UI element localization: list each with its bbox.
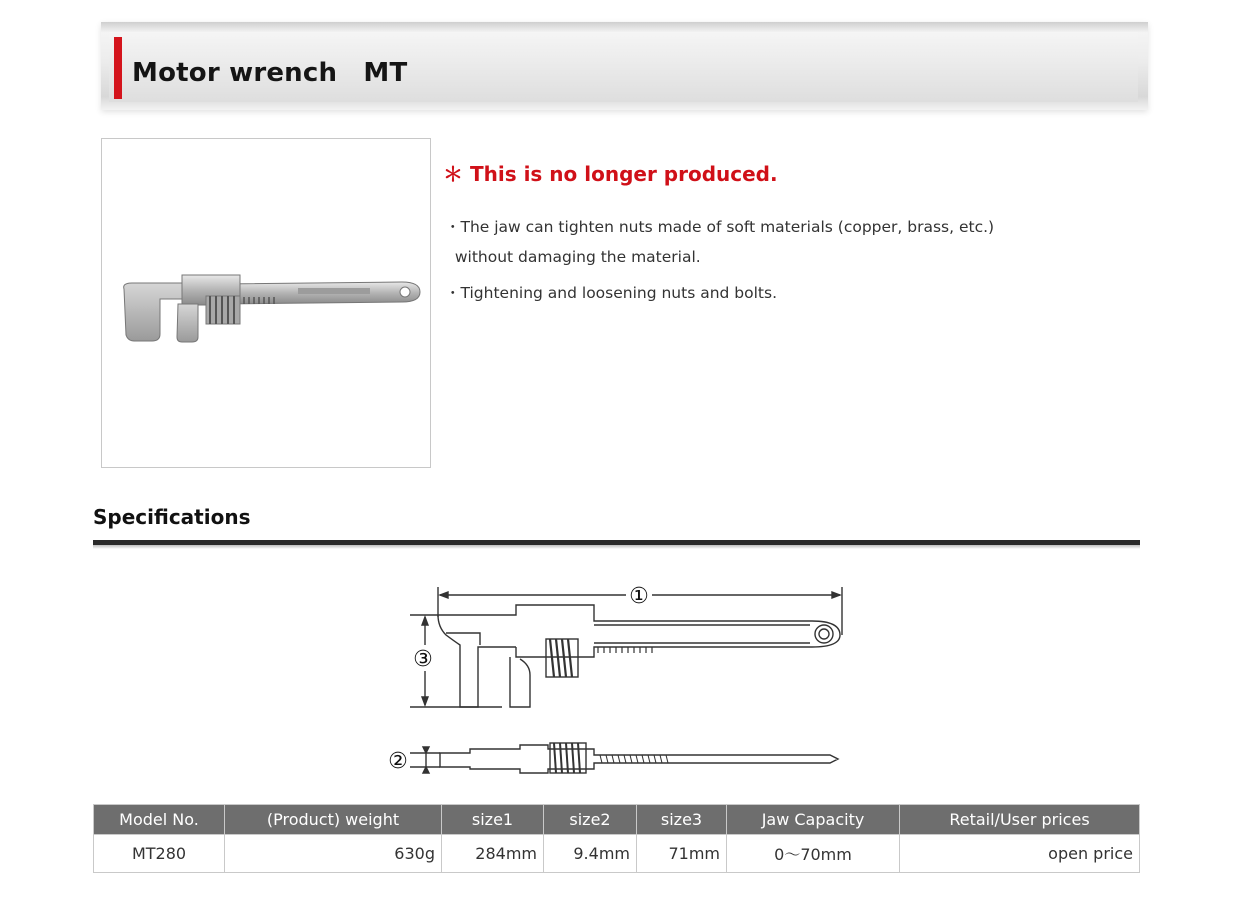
cell-size3: 71mm — [637, 835, 727, 873]
specifications-divider-shadow — [93, 545, 1140, 549]
cell-size1: 284mm — [442, 835, 544, 873]
product-photo — [101, 138, 431, 468]
column-header-price: Retail/User prices — [900, 805, 1140, 835]
description-line: ・Tightening and loosening nuts and bolts. — [445, 284, 778, 302]
title-accent-bar — [114, 37, 122, 99]
dimension-label-1: ① — [629, 584, 649, 609]
column-header-size3: size3 — [637, 805, 727, 835]
table-row — [94, 835, 1140, 873]
column-header-weight: (Product) weight — [225, 805, 442, 835]
table-header-row — [94, 805, 1140, 835]
dimension-diagram — [380, 575, 860, 780]
cell-jaw-capacity: 0〜70mm — [727, 835, 900, 873]
cell-weight: 630g — [225, 835, 442, 873]
column-header-jaw-capacity: Jaw Capacity — [727, 805, 900, 835]
description-line: without damaging the material. — [445, 248, 701, 266]
dimension-label-3: ③ — [413, 647, 433, 672]
dimension-label-2: ② — [388, 749, 408, 774]
discontinued-notice: ＊ This is no longer produced. — [443, 162, 778, 186]
cell-model: MT280 — [94, 835, 225, 873]
specifications-table — [93, 804, 1140, 873]
description-line: ・The jaw can tighten nuts made of soft materials (copper, brass, etc.) — [445, 218, 995, 236]
column-header-size1: size1 — [442, 805, 544, 835]
column-header-size2: size2 — [544, 805, 637, 835]
specifications-heading: Specifications — [93, 505, 251, 529]
cell-size2: 9.4mm — [544, 835, 637, 873]
wrench-photo-illustration — [102, 139, 432, 469]
wrench-dimension-drawing — [380, 575, 860, 780]
cell-price: open price — [900, 835, 1140, 873]
page-title: Motor wrench MT — [132, 58, 408, 88]
column-header-model: Model No. — [94, 805, 225, 835]
